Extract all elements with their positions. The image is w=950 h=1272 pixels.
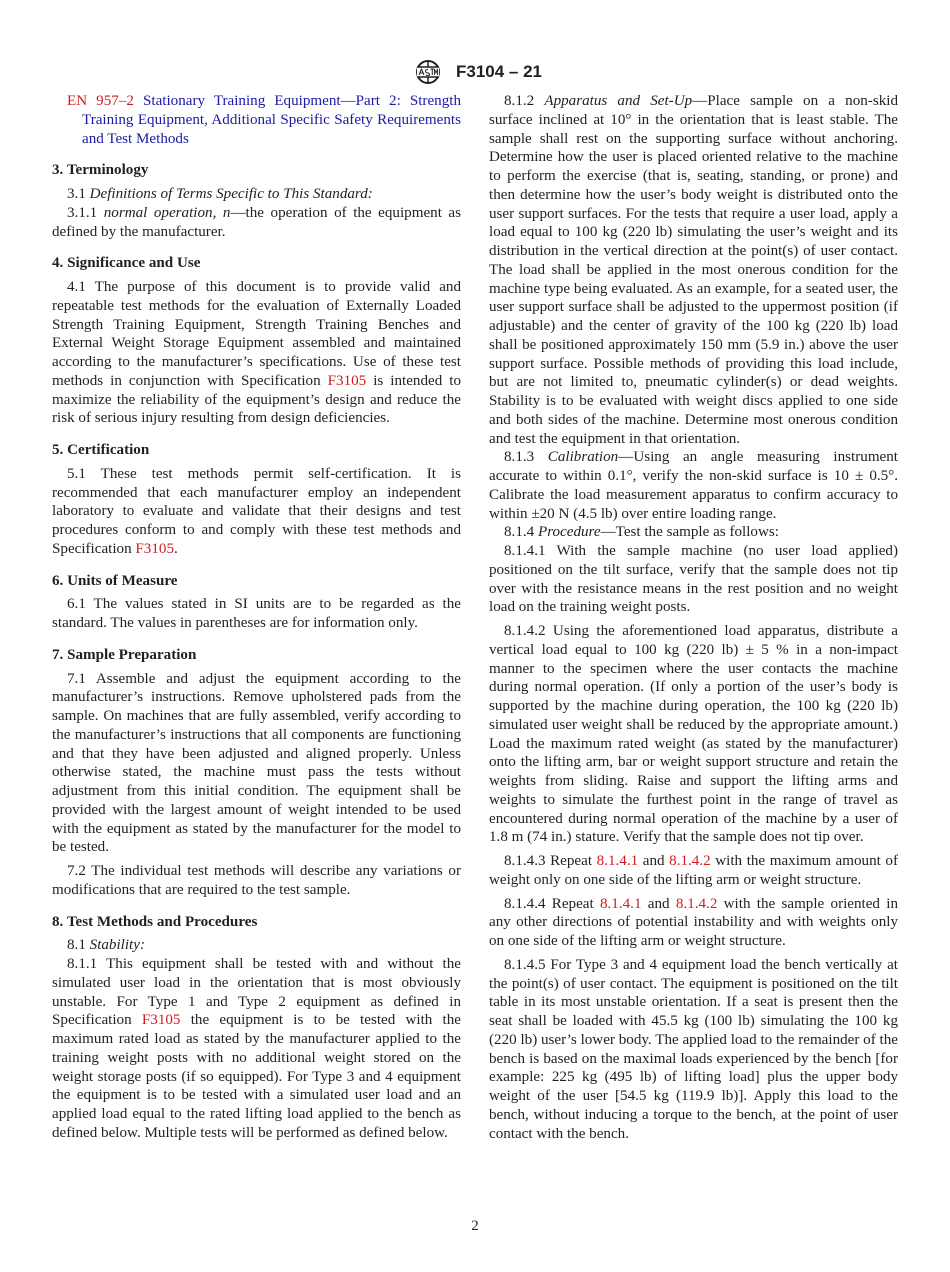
link-f3105[interactable]: F3105	[327, 372, 367, 389]
link-8-1-4-1[interactable]: 8.1.4.1	[596, 853, 639, 869]
link-8-1-4-2[interactable]: 8.1.4.2	[669, 853, 711, 869]
link-8-1-4-1[interactable]: 8.1.4.1	[599, 895, 642, 912]
paragraph-8-1-4-4: 8.1.4.4 Repeat 8.1.4.1 and 8.1.4.2 with the sample oriented in any other directions of potential instability and with weights only on one side of the lifting arm or weight structure.	[489, 895, 898, 949]
paragraph-7-2: 7.2 The individual test methods will describe any variations or modifications that are required to the test sample.	[52, 863, 461, 898]
paragraph-8-1-3: 8.1.3 Calibration—Using an angle measuring instrument accurate to within 0.1°, verify the non-skid surface is 10 ± 0.5°. Calibrate the load measurement apparatus to confirm accuracy to within ±20 N (4.5 lb) over entire loading range.	[489, 449, 898, 522]
paragraph-8-1-4: 8.1.4 Procedure—Test the sample as follows:	[504, 524, 779, 541]
section-5-heading: 5. Certification	[52, 442, 150, 458]
paragraph-6-1: 6.1 The values stated in SI units are to be regarded as the standard. The values in parentheses are for information only.	[52, 596, 461, 631]
paragraph-4-1: 4.1 The purpose of this document is to provide valid and repeatable test methods for the evaluation of Externally Loaded Strength Training Equipment, Strength Training Benches and External Weight Storage Equipment assembled and maintained according to the manufacturer’s specifications. Use of these test methods in conjunction with Specification F3105 is intended to maximize the reliability of the equipment’s design and reduce the risk of serious injury resulting from design deficiencies.	[52, 279, 461, 427]
paragraph-3-1-1: 3.1.1 normal operation, n—the operation of the equipment as defined by the manufacturer.	[52, 204, 462, 240]
link-f3105[interactable]: F3105	[135, 540, 174, 557]
paragraph-8-1-4-1: 8.1.4.1 With the sample machine (no user load applied) positioned on the tilt surface, verify that the sample does not tip over with the resistance means in the rest position and no weight load on the training weight posts.	[489, 543, 898, 616]
left-column	[52, 92, 461, 1143]
section-4-heading: 4. Significance and Use	[52, 255, 201, 272]
reference-en957-title[interactable]: Stationary Training Equipment—Part 2: Strength Training Equipment, Additional Specific Safety Requirements and Test Methods	[82, 93, 461, 147]
paragraph-8-1-2: 8.1.2 Apparatus and Set-Up—Place sample on a non-skid surface inclined at 10° in the orientation that is least stable. The sample shall rest on the supporting surface without anchoring. Determine how the user is placed oriented relative to the machine to perform the exercise (that is, seating, standing, or prone) and then determine how the user’s body weight is distributed onto the user support surfaces. For the tests that require a user load, apply a load equal to 100 kg (220 lb) simulating the user’s weight and its distribution in the vertical direction at the point(s) of user contact. The load shall be applied in the most onerous condition for the machine type being evaluated. As an example, for a seated user, the user support surface shall be adjusted to the uppermost position (if adjustable) and the center of gravity of the 100 kg (220 lb) load shall be positioned approximately 150 mm (5.9 in.) above the user support surface. Possible methods of providing this load include, but are not limited to, pneumatic cylinder(s) or dead weights. Stability is to be evaluated with weight discs applied to one side and both sides of the machine. Determine most onerous condition and test the equipment in that orientation.	[489, 93, 898, 447]
paragraph-7-1: 7.1 Assemble and adjust the equipment according to the manufacturer’s instructions. Remove upholstered pads from the sample. On machines that are fully assembled, verify according to the manufacturer’s instructions that all components are functioning and that they have been adjusted and aligned properly. Unless otherwise stated, the machine must pass the tests without adjustment from this initial condition. The equipment shall be provided with the largest amount of weight intended to be used with the equipment as stated by the manufacturer for the model to be tested.	[52, 670, 461, 856]
section-6-heading: 6. Units of Measure	[52, 572, 178, 589]
section-8-heading: 8. Test Methods and Procedures	[52, 913, 258, 930]
reference-en957-code[interactable]: EN 957–2	[67, 93, 134, 109]
right-column	[489, 92, 898, 1143]
link-8-1-4-2[interactable]: 8.1.4.2	[675, 895, 718, 912]
paragraph-8-1-4-2: 8.1.4.2 Using the aforementioned load apparatus, distribute a vertical load equal to 100 kg (220 lb) ± 5 % in a non-impact manner to the specimen where the user contacts the machine during normal operation. (If only a portion of the user’s body is supported by the machine during operation, the 100 kg (220 lb) simulated user weight shall be reduced by the appropriate amount.) Load the maximum rated weight (as stated by the manufacturer) onto the lifting arm, bar or weight support structure and retain the weights from sliding. Raise and support the lifting arms and weights to simulate the furthest point in the range of travel as encountered during normal operation of the machine by a user of 1.8 m (74 in.) stature. Verify that the sample does not tip over.	[489, 623, 898, 846]
page-number: 2	[471, 1218, 479, 1234]
reference-en957	[52, 92, 461, 148]
paragraph-8-1: 8.1 Stability:	[67, 937, 145, 954]
paragraph-5-1: 5.1 These test methods permit self-certification. It is recommended that each manufacturer employ an independent laboratory to evaluate and validate that their designs and test procedures conform to and comply with these test methods and Specification F3105.	[52, 465, 461, 557]
astm-logo-icon	[408, 56, 448, 88]
paragraph-3-1: 3.1 Definitions of Terms Specific to This Standard:	[67, 186, 373, 202]
paragraph-8-1-4-3: 8.1.4.3 Repeat 8.1.4.1 and 8.1.4.2 with the maximum amount of weight only on one side of the lifting arm or weight structure.	[489, 853, 898, 888]
link-f3105[interactable]: F3105	[141, 1012, 181, 1029]
section-3-heading: 3. Terminology	[52, 162, 149, 179]
paragraph-8-1-4-5: 8.1.4.5 For Type 3 and 4 equipment load the bench vertically at the point(s) of user contact. The equipment is positioned on the tilt table in its most unstable orientation. If a seat is present then the seat shall be loaded with 45.5 kg (100 lb) simulating the 100 kg (220 lb) user’s lower body. The applied load to the remainder of the bench is based on the maximal loads experienced by the bench [for example: 225 kg (495 lb) of lifting load] plus the upper body weight of the user [54.5 kg (119.9 lb)]. Apply this load to the bench, without inducing a torque to the bench, at the point of user contact with the bench.	[489, 956, 898, 1142]
standard-designation: F3104 – 21	[455, 62, 542, 81]
page-header	[0, 56, 950, 88]
section-7-heading: 7. Sample Preparation	[52, 646, 197, 663]
paragraph-8-1-1: 8.1.1 This equipment shall be tested with and without the simulated user load in the orientation that is most obviously unstable. For Type 1 and Type 2 equipment as defined in Specification F3105 the equipment is to be tested with the maximum rated load as stated by the manufacturer applied to the training weight posts with no additional weight stored on the weight storage posts (if so equipped). For Type 3 and 4 equipment the equipment is to be tested with a simulated user load and an applied load equal to the rated lifting load applied to the bench as defined below. Multiple tests will be performed as defined below.	[52, 956, 461, 1141]
